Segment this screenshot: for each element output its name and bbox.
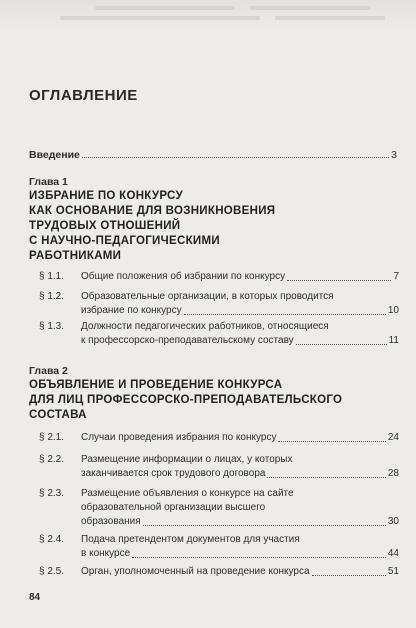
section-title-continued: в конкурсе (81, 548, 131, 559)
chapter-title-line: ОБЪЯВЛЕНИЕ И ПРОВЕДЕНИЕ КОНКУРСА (29, 379, 283, 391)
chapter-number: Глава 1 (29, 176, 68, 188)
entry-page: 3 (391, 149, 397, 161)
section-title-continued: избрание по конкурсу (81, 305, 182, 316)
page-title: ОГЛАВЛЕНИЕ (29, 87, 138, 104)
section-page: 44 (387, 548, 399, 559)
toc-entry-section-2-3[interactable] (39, 487, 399, 529)
chapter-title-line: РАБОТНИКАМИ (29, 250, 122, 262)
toc-entry-section-1-2[interactable] (39, 290, 399, 318)
previous-page-bleed (0, 0, 416, 30)
toc-entry-section-1-3[interactable] (39, 320, 399, 348)
chapter-title-line: ДЛЯ ЛИЦ ПРОФЕССОРСКО-ПРЕПОДАВАТЕЛЬСКОГО (29, 394, 343, 406)
section-page: 10 (387, 305, 399, 316)
toc-entry-section-2-5[interactable] (39, 565, 399, 579)
toc-entry-section-2-1[interactable] (39, 431, 399, 445)
section-title: Размещение информации о лицах, у которых (81, 454, 293, 465)
leader-dots (267, 477, 385, 478)
chapter-title-line: КАК ОСНОВАНИЕ ДЛЯ ВОЗНИКНОВЕНИЯ (29, 205, 276, 217)
section-number: § 2.2. (39, 454, 65, 465)
toc-entry-section-1-1[interactable] (39, 270, 399, 284)
leader-dots (312, 575, 386, 576)
chapter-2-heading[interactable] (29, 364, 342, 423)
chapter-title (29, 189, 275, 264)
chapter-title-line: С НАУЧНО-ПЕДАГОГИЧЕСКИМИ (29, 235, 220, 247)
section-title-continued: образования (81, 516, 141, 527)
section-title: Случаи проведения избрания по конкурсу (81, 432, 277, 443)
section-title: Должности педагогических работников, относящиеся (81, 321, 329, 332)
section-title: Образовательные организации, в которых проводится (81, 291, 334, 302)
chapter-title-line: ИЗБРАНИЕ ПО КОНКУРСУ (29, 190, 183, 202)
section-title: Подача претендентом документов для участия (81, 534, 300, 545)
section-number: § 2.4. (39, 534, 65, 545)
chapter-1-heading[interactable] (29, 175, 275, 264)
leader-dots (287, 280, 391, 281)
toc-entry-section-2-4[interactable] (39, 533, 399, 561)
page-number: 84 (29, 592, 41, 603)
section-title-continued: к профессорско-преподавательскому составу (81, 335, 294, 346)
section-number: § 1.1. (39, 271, 65, 282)
section-page: 11 (388, 335, 399, 346)
section-title-continued: заканчивается срок трудового договора (81, 468, 266, 479)
chapter-number: Глава 2 (29, 365, 68, 377)
chapter-title (29, 378, 342, 423)
leader-dots (184, 314, 386, 315)
section-number: § 2.3. (39, 488, 65, 499)
leader-dots (278, 441, 385, 442)
chapter-title-line: СОСТАВА (29, 409, 87, 421)
section-number: § 1.3. (39, 321, 65, 332)
section-number: § 1.2. (39, 291, 65, 302)
section-page: 51 (387, 566, 399, 577)
leader-dots (132, 557, 386, 558)
leader-dots (82, 157, 389, 158)
toc-entry-section-2-2[interactable] (39, 453, 399, 481)
section-title: Размещение объявления о конкурсе на сайте (81, 488, 294, 499)
section-title: Орган, уполномоченный на проведение конкурса (81, 566, 310, 577)
section-page: 7 (393, 271, 399, 282)
entry-label: Введение (29, 149, 80, 161)
section-title: Общие положения об избрании по конкурсу (81, 271, 286, 282)
leader-dots (296, 344, 387, 345)
section-title-continued: образовательной организации высшего (81, 502, 266, 513)
section-page: 24 (387, 432, 399, 443)
toc-entry-introduction[interactable] (29, 145, 397, 161)
chapter-title-line: ТРУДОВЫХ ОТНОШЕНИЙ (29, 220, 181, 232)
section-page: 28 (387, 468, 399, 479)
section-page: 30 (387, 516, 399, 527)
leader-dots (143, 525, 386, 526)
section-number: § 2.5. (39, 566, 65, 577)
section-number: § 2.1. (39, 432, 65, 443)
